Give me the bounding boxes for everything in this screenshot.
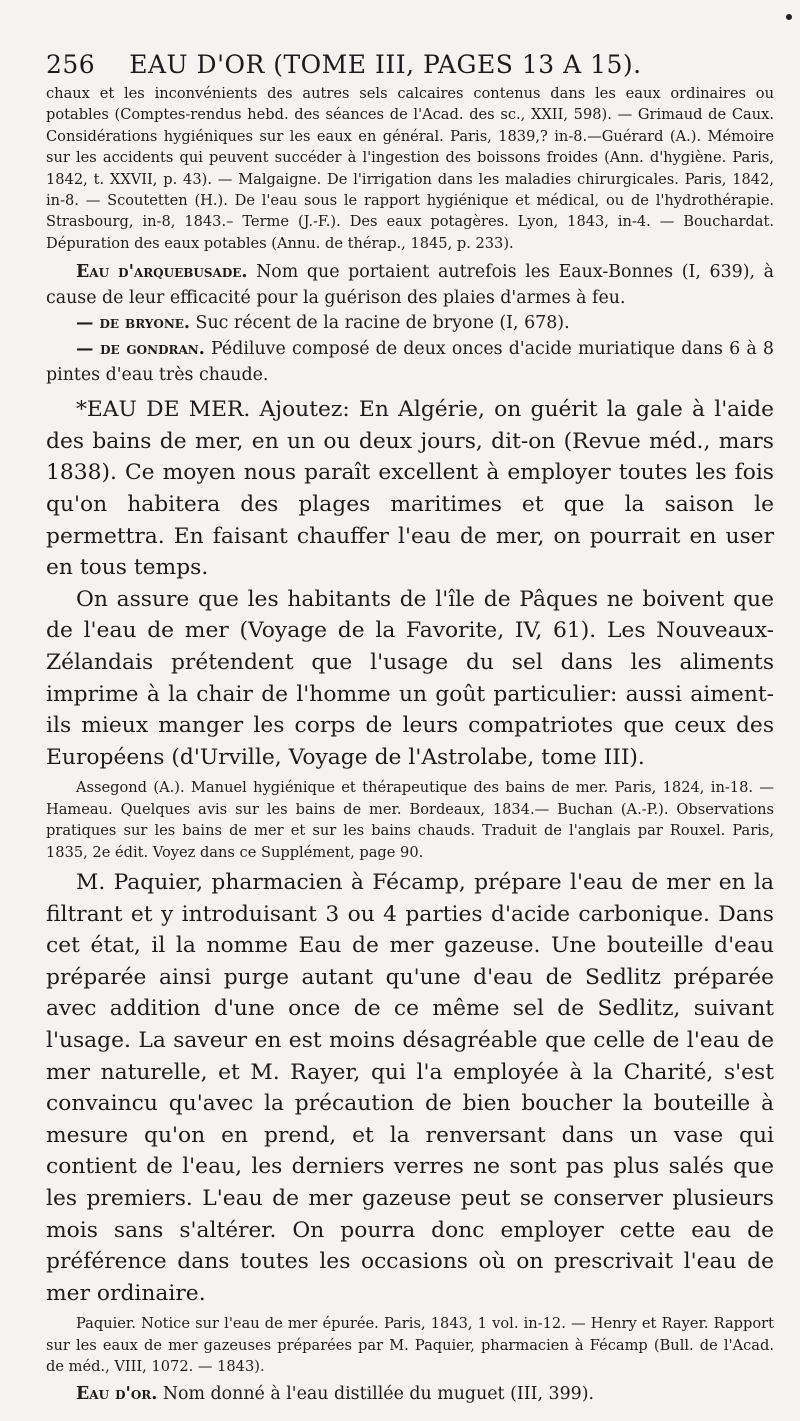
margin-dot: [786, 14, 792, 20]
eau-de-mer-paragraph-3: M. Paquier, pharmacien à Fécamp, prépare l'eau de mer en la filtrant et y introduisant 3 ou 4 parties d'acide carbonique. Dans cet état, il la nomme Eau de mer gazeuse. Une bouteille d'eau préparée ainsi purge autant qu'une d'eau de Sedlitz préparée avec addition d'une once de ce même sel de Sedlitz, suivant l'usage. La saveur en est moins désagréable que celle de l'eau de mer naturelle, et M. Rayer, qui l'a employée à la Charité, s'est convaincu qu'avec la précaution de bien boucher la bouteille à mesure qu'on en prend, et la renversant dans un vase qui contient de l'eau, les derniers verres ne sont pas plus salés que les premiers. L'eau de mer gazeuse peut se conserver plusieurs mois sans s'altérer. On pourra donc employer cette eau de préférence dans toutes les occasions où on prescrivait l'eau de mer ordinaire.: [46, 869, 774, 1306]
entry-eau-arquebusade: [46, 260, 774, 311]
page-header: [46, 50, 774, 79]
eau-de-mer-references-2: Paquier. Notice sur l'eau de mer épurée. Paris, 1843, 1 vol. in-12. — Henry et Rayer. Rapport sur les eaux de mer gazeuses préparées par M. Paquier, pharmacien à Fécamp (Bull. de l'Acad. de méd., VIII, 1072. — 1843).: [46, 1315, 774, 1376]
eau-de-mer-paragraph-1: *EAU DE MER. Ajoutez: En Algérie, on guérit la gale à l'aide des bains de mer, en un ou deux jours, dit-on (Revue méd., mars 1838). Ce moyen nous paraît excellent à employer toutes les fois qu'on habitera des plages maritimes et que la saison le permettra. En faisant chauffer l'eau de mer, on pourrait en user en tous temps.: [46, 397, 774, 581]
eau-de-mer-paragraph-2: On assure que les habitants de l'île de Pâques ne boivent que de l'eau de mer (Voyage de la Favorite, IV, 61). Les Nouveaux-Zélandais prétendent que l'usage du sel dans les aliments imprime à la chair de l'homme un goût particulier: aussi aiment-ils mieux manger les corps de leurs compatriotes que ceux des Européens (d'Urville, Voyage de l'Astrolabe, tome III).: [46, 586, 774, 770]
entry-text: Nom donné à l'eau distillée du muguet (III, 399).: [157, 1383, 595, 1404]
book-page: [46, 50, 774, 1407]
entry-eau-dor: [46, 1382, 774, 1408]
entry-head: — de bryone.: [76, 313, 190, 334]
entry-bryone: [46, 311, 774, 337]
entry-head: Eau d'arquebusade.: [76, 262, 248, 283]
entry-text: Pédiluve composé de deux onces d'acide muriatique dans 6 à 8 pintes d'eau très chaude.: [46, 339, 774, 385]
running-title: EAU D'OR (TOME III, PAGES 13 A 15).: [129, 50, 642, 79]
entry-head: Eau d'or.: [76, 1383, 158, 1404]
entry-gondran: [46, 337, 774, 388]
page-number: 256: [46, 50, 96, 79]
eau-de-mer-references-1: Assegond (A.). Manuel hygiénique et thérapeutique des bains de mer. Paris, 1824, in-18. —Hameau. Quelques avis sur les bains de mer. Bordeaux, 1834.— Buchan (A.-P.). Observations pratiques sur les bains de mer et sur les bains chauds. Traduit de l'anglais par Rouxel. Paris, 1835, 2e édit. Voyez dans ce Supplément, page 90.: [46, 779, 774, 861]
entry-text: Nom que portaient autrefois les Eaux-Bonnes (I, 639), à cause de leur efficacité pour la guérison des plaies d'armes à feu.: [46, 262, 774, 308]
references-top: chaux et les inconvénients des autres sels calcaires contenus dans les eaux ordinaires ou potables (Comptes-rendus hebd. des séances de l'Acad. des sc., XXII, 598). — Grimaud de Caux. Considérations hygiéniques sur les eaux en général. Paris, 1839,? in-8.—Guérard (A.). Mémoire sur les accidents qui peuvent succéder à l'ingestion des boissons froides (Ann. d'hygiène. Paris, 1842, t. XXVII, p. 43). — Malgaigne. De l'irrigation dans les maladies chirurgicales. Paris, 1842, in-8. — Scoutetten (H.). De l'eau sous le rapport hygiénique et médical, ou de l'hydrothérapie. Strasbourg, in-8, 1843.– Terme (J.-F.). Des eaux potagères. Lyon, 1843, in-4. — Bouchardat. Dépuration des eaux potables (Annu. de thérap., 1845, p. 233).: [46, 85, 774, 252]
entry-text: Suc récent de la racine de bryone (I, 678).: [190, 313, 570, 334]
entry-head: — de gondran.: [76, 339, 205, 360]
